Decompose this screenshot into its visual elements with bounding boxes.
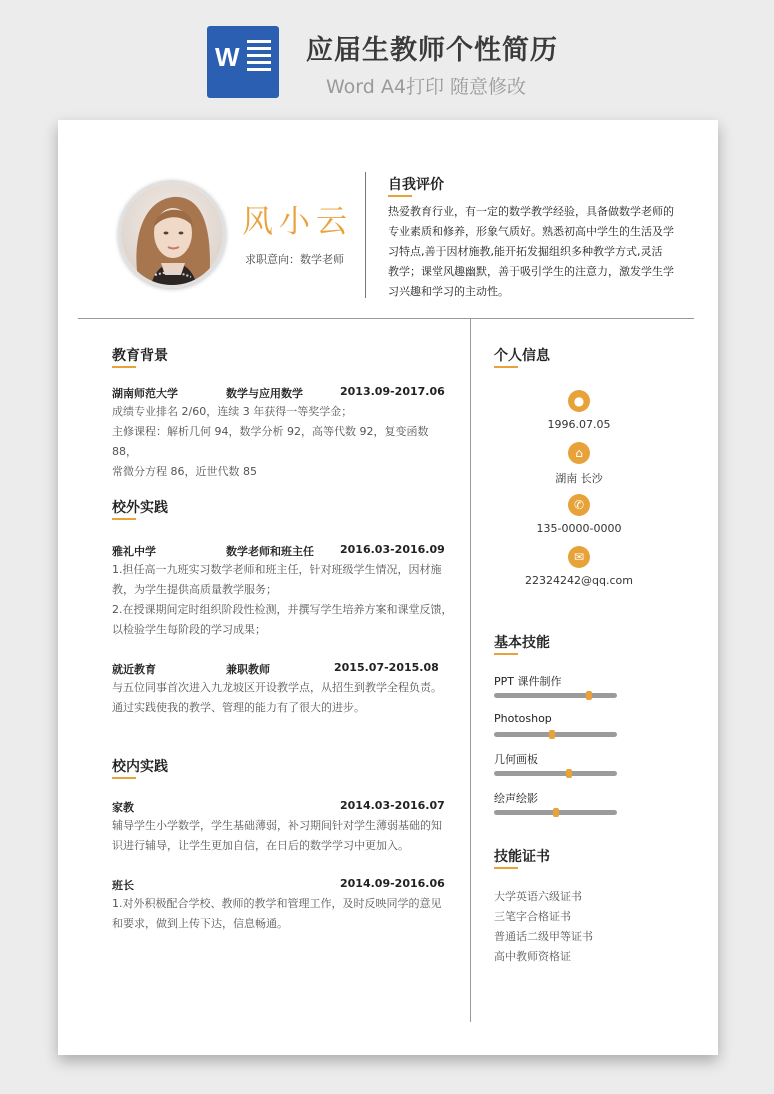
personal-info-title — [494, 345, 550, 365]
phone-number: 135-0000-0000 — [536, 522, 622, 535]
campus-role: 班长 — [112, 879, 134, 892]
certificates-title-text: 技能证书 — [494, 849, 550, 865]
skill-label: 几何画板 — [494, 753, 538, 766]
certificates-title — [494, 846, 550, 866]
practice-line: 1.担任高一九班实习数学老师和班主任，针对班级学生情况，因材施 — [112, 563, 442, 576]
practice-details — [112, 678, 457, 718]
certificate-item: 三笔字合格证书 — [494, 910, 571, 923]
email: 22324242@qq.com — [525, 574, 633, 587]
campus-line: 辅导学生小学数学，学生基础薄弱，补习期间针对学生薄弱基础的知 — [112, 819, 442, 832]
campus-period: 2014.09-2016.06 — [340, 877, 445, 890]
practice-org: 就近教育 — [112, 663, 156, 676]
education-line: 主修课程：解析几何 94，数学分析 92，高等代数 92，复变函数 88， — [112, 425, 429, 458]
campus-role: 家教 — [112, 801, 134, 814]
word-icon — [207, 26, 279, 98]
skill-label: PPT 课件制作 — [494, 675, 562, 688]
word-logo-letter: W — [215, 42, 240, 72]
title-accent-bar — [494, 366, 518, 368]
self-evaluation-line: 教学；课堂风趣幽默，善于吸引学生的注意力，激发学生学 — [388, 265, 674, 278]
title-accent-bar — [494, 653, 518, 655]
education-major: 数学与应用数学 — [226, 387, 303, 400]
self-evaluation-title — [388, 174, 444, 194]
mail-icon: ✉ — [568, 546, 590, 568]
self-evaluation-title-text: 自我评价 — [388, 177, 444, 193]
practice-period: 2015.07-2015.08 — [334, 661, 439, 674]
practice-period: 2016.03-2016.09 — [340, 543, 445, 556]
practice-org: 雅礼中学 — [112, 545, 156, 558]
avatar — [118, 180, 226, 288]
job-intention: 求职意向：数学老师 — [245, 253, 344, 266]
practice-role: 数学老师和班主任 — [226, 545, 314, 558]
practice-line: 教，为学生提供高质量教学服务； — [112, 583, 277, 596]
skills-title-text: 基本技能 — [494, 635, 550, 651]
column-divider — [470, 318, 471, 1022]
skill-bar — [494, 693, 617, 698]
skill-level-marker — [586, 691, 592, 700]
practice-details — [112, 560, 457, 640]
title-accent-bar — [494, 867, 518, 869]
campus-period: 2014.03-2016.07 — [340, 799, 445, 812]
self-evaluation-line: 专业素质和修养，形象气质好。熟悉初高中学生的生活及学 — [388, 225, 674, 238]
title-accent-bar — [112, 366, 136, 368]
header-subtitle: Word A4打印 随意修改 — [326, 76, 527, 98]
external-practice-title — [112, 497, 168, 517]
internal-practice-title-text: 校内实践 — [112, 759, 168, 775]
practice-role: 兼职教师 — [226, 663, 270, 676]
practice-line: 与五位同事首次进入九龙坡区开设教学点，从招生到教学全程负责。 — [112, 681, 442, 694]
skill-level-marker — [549, 730, 555, 739]
education-title — [112, 345, 168, 365]
person-icon: ● — [568, 390, 590, 412]
campus-line: 1.对外积极配合学校、教师的教学和管理工作，及时反映同学的意见 — [112, 897, 442, 910]
education-line: 成绩专业排名 2/60，连续 3 年获得一等奖学金； — [112, 405, 353, 418]
section-divider — [78, 318, 694, 319]
internal-practice-title — [112, 756, 168, 776]
header-title: 应届生教师个性简历 — [306, 35, 558, 66]
candidate-name: 风小云 — [242, 204, 353, 240]
campus-details — [112, 894, 457, 934]
resume-paper — [58, 120, 718, 1055]
education-line: 常微分方程 86，近世代数 85 — [112, 465, 257, 478]
phone-icon: ✆ — [568, 494, 590, 516]
education-period: 2013.09-2017.06 — [340, 385, 445, 398]
personal-info-title-text: 个人信息 — [494, 348, 550, 364]
title-accent-bar — [388, 195, 412, 197]
practice-line: 通过实践使我的教学、管理的能力有了很大的进步。 — [112, 701, 365, 714]
self-evaluation-text — [388, 202, 688, 302]
self-evaluation-line: 热爱教育行业，有一定的数学教学经验，具备做数学老师的 — [388, 205, 674, 218]
self-evaluation-line: 习特点,善于因材施教,能开拓发掘组织多种教学方式,灵活 — [388, 245, 663, 258]
skill-bar — [494, 810, 617, 815]
education-title-text: 教育背景 — [112, 348, 168, 364]
word-logo-lines — [247, 40, 271, 75]
external-practice-title-text: 校外实践 — [112, 500, 168, 516]
campus-line: 识进行辅导，让学生更加自信，在日后的数学学习中更加入。 — [112, 839, 409, 852]
skills-title — [494, 632, 550, 652]
education-school: 湖南师范大学 — [112, 387, 178, 400]
avatar-photo — [121, 183, 223, 285]
certificate-item: 高中教师资格证 — [494, 950, 571, 963]
certificate-item: 普通话二级甲等证书 — [494, 930, 593, 943]
location-icon: ⌂ — [568, 442, 590, 464]
skill-label: 绘声绘影 — [494, 792, 538, 805]
skill-level-marker — [553, 808, 559, 817]
title-accent-bar — [112, 777, 136, 779]
skill-bar — [494, 732, 617, 737]
campus-line: 和要求，做到上传下达，信息畅通。 — [112, 917, 288, 930]
practice-line: 2.在授课期间定时组织阶段性检测，并撰写学生培养方案和课堂反馈， — [112, 603, 453, 616]
title-accent-bar — [112, 518, 136, 520]
skill-bar — [494, 771, 617, 776]
top-header — [0, 0, 774, 118]
practice-line: 以检验学生每阶段的学习成果； — [112, 623, 266, 636]
skill-label: Photoshop — [494, 712, 552, 725]
header-divider — [365, 172, 366, 298]
education-details — [112, 402, 452, 482]
campus-details — [112, 816, 457, 856]
birth-date: 1996.07.05 — [547, 418, 611, 431]
self-evaluation-line: 习兴趣和学习的主动性。 — [388, 285, 509, 298]
certificate-item: 大学英语六级证书 — [494, 890, 582, 903]
skill-level-marker — [566, 769, 572, 778]
location: 湖南 长沙 — [555, 472, 603, 485]
